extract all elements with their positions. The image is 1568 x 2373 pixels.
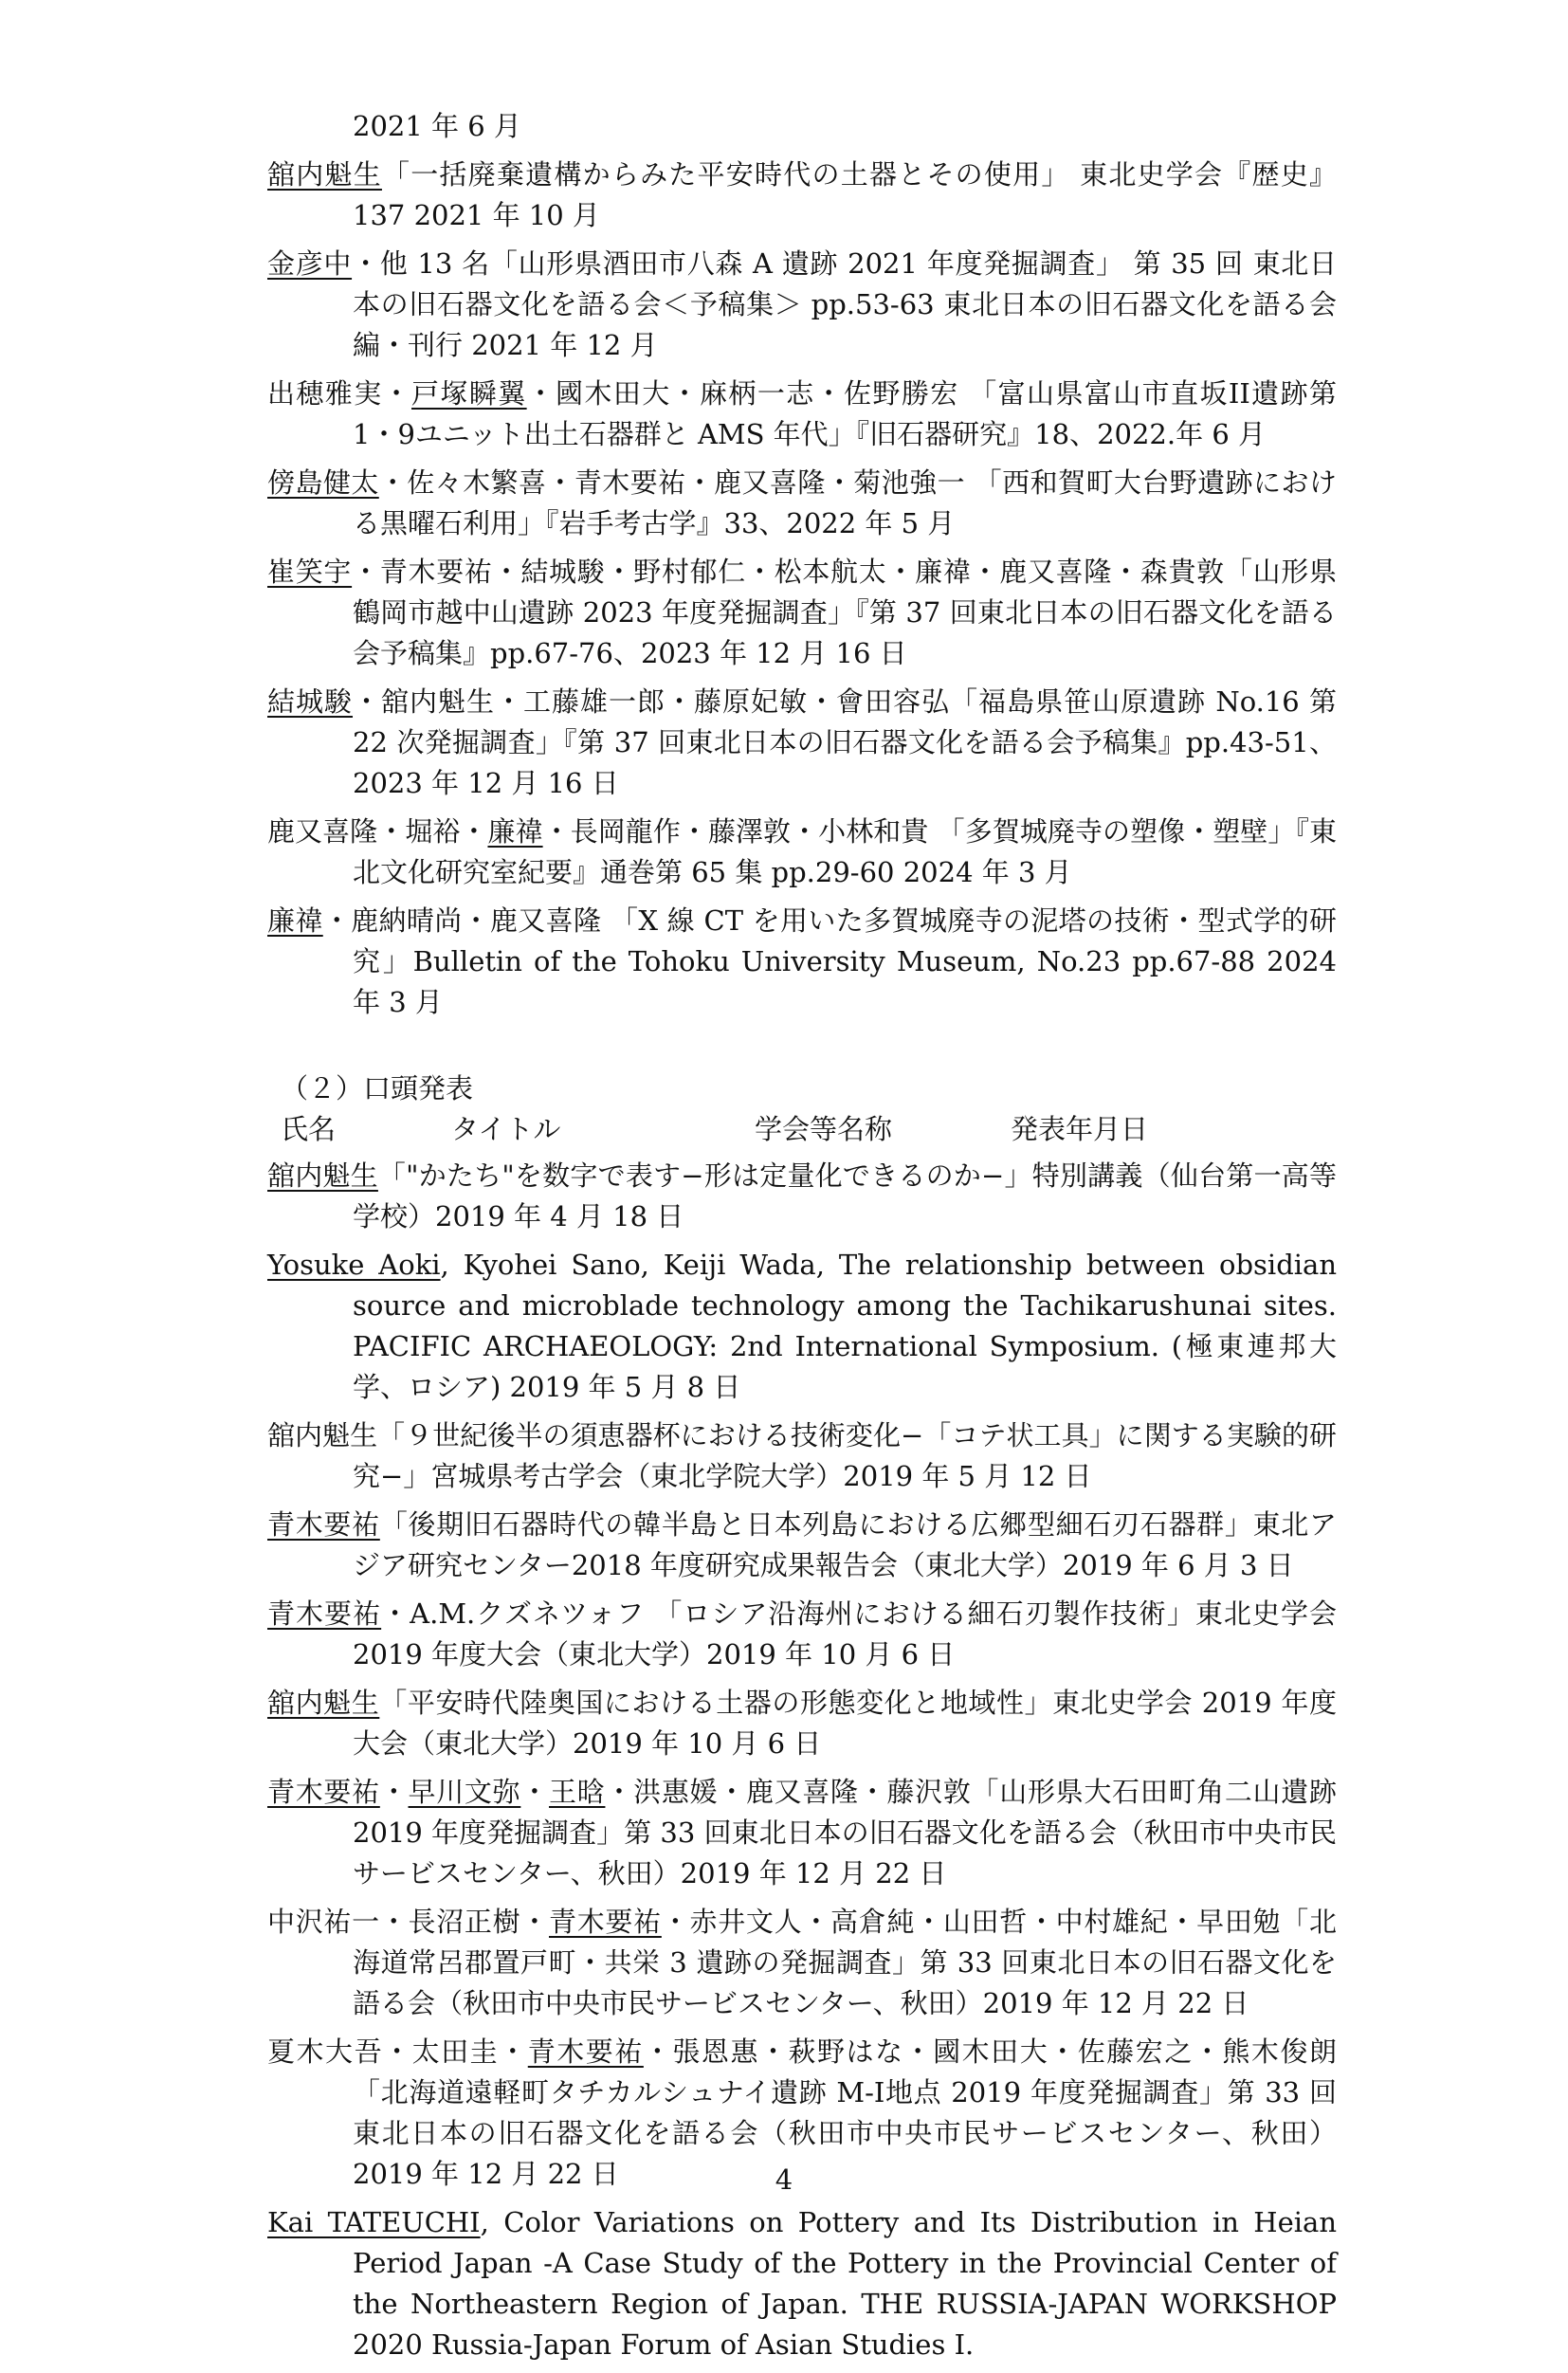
underlined-author: 青木要祐 — [267, 1776, 380, 1808]
bibliography-entry — [267, 1683, 1337, 1764]
bibliography-entry — [267, 1772, 1337, 1894]
underlined-author: 青木要祐 — [267, 1597, 382, 1630]
bibliography-entry — [267, 463, 1337, 544]
underlined-author: 青木要祐 — [267, 1508, 380, 1541]
column-name: 氏名 — [281, 1113, 337, 1145]
entry-text: ・赤井文人・高倉純・山田哲・中村雄紀・早田勉「北海道常呂郡置戸町・共栄 3 遺跡の発掘調査」第 33 回東北日本の旧石器文化を語る会（秋田市中央市民サービスセンター、秋田）2019 年 12 月 22 日 — [353, 1906, 1337, 2019]
bibliography-entry — [267, 106, 1337, 147]
page-body — [267, 106, 1337, 2373]
entry-text: ・國木田大・麻柄一志・佐野勝宏 「富山県富山市直坂II遺跡第 1・9ユニット出土石器群と AMS 年代」『旧石器研究』18、2022.年 6 月 — [353, 377, 1337, 450]
underlined-author: 金彦中 — [267, 247, 353, 280]
bibliography-entry — [267, 1505, 1337, 1586]
bibliography-entry — [267, 552, 1337, 674]
column-title: タイトル — [451, 1113, 561, 1145]
bibliography-entry — [267, 374, 1337, 455]
bibliography-entry — [267, 812, 1337, 893]
entry-text: ・洪惠媛・鹿又喜隆・藤沢敦「山形県大石田町角二山遺跡 2019 年度発掘調査」第 33 回東北日本の旧石器文化を語る会（秋田市中央市民サービスセンター、秋田）2019 年 12 月 22 日 — [353, 1776, 1337, 1889]
entry-text: 「平安時代陸奥国における土器の形態変化と地域性」東北史学会 2019 年度大会（東北大学）2019 年 10 月 6 日 — [353, 1687, 1337, 1760]
column-headers — [281, 1109, 1337, 1150]
column-date: 発表年月日 — [1011, 1113, 1149, 1145]
bibliography-entry — [267, 901, 1337, 1023]
entry-text: , Color Variations on Pottery and Its Distribution in Heian Period Japan -A Case Study of the Pottery in the Provincial Center of the Northeastern Region of Japan. THE RUSSIA-JAPAN WORKSHOP 2020 Russia-Japan Forum of Asian Studies I. — [353, 2206, 1337, 2361]
entry-text: ・佐々木繁喜・青木要祐・鹿又喜隆・菊池強一 「西和賀町大台野遺跡における黒曜石利用」『岩手考古学』33、2022 年 5 月 — [353, 466, 1337, 539]
bibliography-entry — [267, 2202, 1337, 2365]
underlined-author: 早川文弥 — [408, 1776, 521, 1808]
entry-text: ・ — [520, 1776, 550, 1808]
paper-list — [267, 106, 1337, 1023]
entry-text: 中沢祐一・長沼正樹・ — [267, 1906, 550, 1938]
bibliography-entry — [267, 1156, 1337, 1237]
entry-text: ・張恩惠・萩野はな・國木田大・佐藤宏之・熊木俊朗「北海道遠軽町タチカルシュナイ遺跡 M-I地点 2019 年度発掘調査」第 33 回東北日本の旧石器文化を語る会（秋田市中央市民サービスセンター、秋田）2019 年 12 月 22 日 — [353, 2035, 1337, 2190]
bibliography-entry — [267, 1415, 1337, 1497]
bibliography-entry — [267, 1245, 1337, 1408]
entry-text: ・鹿納晴尚・鹿又喜隆 「X 線 CT を用いた多賀城廃寺の泥塔の技術・型式学的研究」Bulletin of the Tohoku University Museum, No.23 pp.67-88 2024 年 3 月 — [322, 904, 1337, 1018]
bibliography-entry — [267, 244, 1337, 366]
entry-text: 「後期旧石器時代の韓半島と日本列島における広郷型細石刃石器群」東北アジア研究センター2018 年度研究成果報告会（東北大学）2019 年 6 月 3 日 — [353, 1508, 1337, 1581]
page-number: 4 — [775, 2163, 793, 2196]
underlined-author: 廉禕 — [487, 815, 543, 848]
underlined-author: Yosuke Aoki — [267, 1249, 441, 1281]
entry-text: ・他 13 名「山形県酒田市八森 A 遺跡 2021 年度発掘調査」 第 35 回 東北日本の旧石器文化を語る会＜予稿集＞ pp.53-63 東北日本の旧石器文化を語る会編・刊行 2021 年 12 月 — [352, 247, 1337, 361]
underlined-author: 傍島健太 — [267, 466, 379, 499]
entry-text: 2021 年 6 月 — [353, 110, 521, 142]
entry-text: 鹿又喜隆・堀裕・ — [267, 815, 488, 848]
underlined-author: 舘内魁生 — [267, 1159, 378, 1192]
underlined-author: 崔笑宇 — [267, 556, 353, 588]
bibliography-entry — [267, 1902, 1337, 2024]
underlined-author: Kai TATEUCHI — [267, 2206, 481, 2238]
underlined-author: 青木要祐 — [549, 1906, 662, 1938]
bibliography-entry — [267, 155, 1337, 236]
underlined-author: 舘内魁生 — [267, 1687, 380, 1719]
entry-text: 「"かたち"を数字で表す−形は定量化できるのか−」特別講義（仙台第一高等学校）2019 年 4 月 18 日 — [353, 1159, 1337, 1232]
underlined-author: 青木要祐 — [527, 2035, 644, 2068]
entry-text: ・青木要祐・結城駿・野村郁仁・松本航太・廉禕・鹿又喜隆・森貴敦「山形県鶴岡市越中山遺跡 2023 年度発掘調査」『第 37 回東北日本の旧石器文化を語る会予稿集』pp.67-76、2023 年 12 月 16 日 — [352, 556, 1337, 669]
underlined-author: 廉禕 — [267, 904, 323, 937]
entry-text: 舘内魁生「９世紀後半の須恵器杯における技術変化−「コテ状工具」に関する実験的研究−」宮城県考古学会（東北学院大学）2019 年 5 月 12 日 — [267, 1419, 1337, 1492]
entry-text: , Kyohei Sano, Keiji Wada, The relationship between obsidian source and microblade technology among the Tachikarushunai sites. PACIFIC ARCHAEOLOGY: 2nd International Symposium. (極東連邦大学、ロシア) 2019 年 5 月 8 日 — [353, 1249, 1337, 1403]
entry-text: ・A.M.クズネツォフ 「ロシア沿海州における細石刃製作技術」東北史学会 2019 年度大会（東北大学）2019 年 10 月 6 日 — [353, 1597, 1337, 1670]
entry-text: 出穂雅実・ — [267, 377, 412, 410]
bibliography-entry — [267, 1594, 1337, 1675]
entry-text: ・舘内魁生・工藤雄一郎・藤原妃敏・會田容弘「福島県笹山原遺跡 No.16 第 22 次発掘調査」『第 37 回東北日本の旧石器文化を語る会予稿集』pp.43-51、2023 年 12 月 16 日 — [353, 685, 1337, 799]
underlined-author: 舘内魁生 — [267, 158, 382, 191]
entry-text: 「一括廃棄遺構からみた平安時代の土器とその使用」 東北史学会『歴史』137 2021 年 10 月 — [353, 158, 1337, 231]
entry-text: ・長岡龍作・藤澤敦・小林和貴 「多賀城廃寺の塑像・塑壁」『東北文化研究室紀要』通巻第 65 集 pp.29-60 2024 年 3 月 — [353, 815, 1337, 888]
section-heading: （２）口頭発表 — [281, 1072, 474, 1104]
column-venue: 学会等名称 — [755, 1113, 893, 1145]
underlined-author: 結城駿 — [267, 685, 354, 718]
entry-text: ・ — [379, 1776, 409, 1808]
entry-text: 夏木大吾・太田圭・ — [267, 2035, 528, 2068]
underlined-author: 戸塚瞬翼 — [411, 377, 527, 410]
bibliography-entry — [267, 682, 1337, 804]
underlined-author: 王晗 — [549, 1776, 606, 1808]
